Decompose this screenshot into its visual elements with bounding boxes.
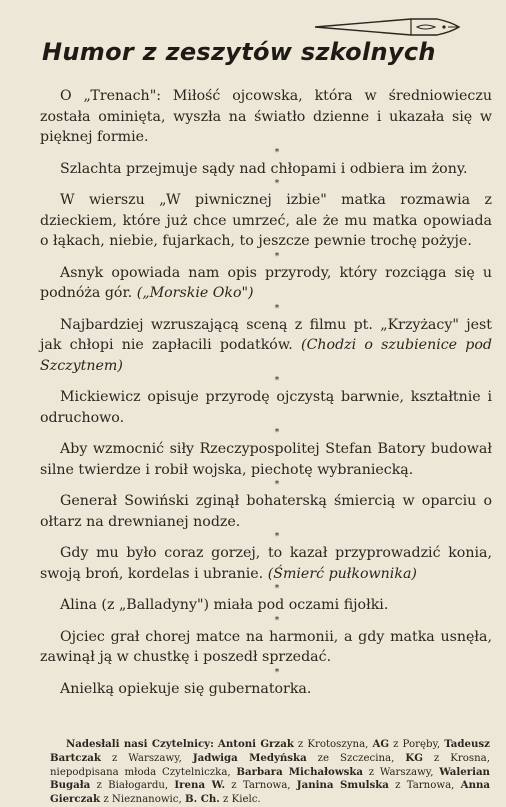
humor-entry <box>40 387 492 428</box>
credit-name: Jadwiga Medyńska <box>192 751 307 764</box>
humor-entry <box>40 627 492 668</box>
credit-name: B. Ch. <box>185 793 220 806</box>
separator-star: * <box>274 584 280 594</box>
credit-name: Anna Gierczak <box>50 779 490 806</box>
credit-origin: z Nieznanowic, <box>103 794 182 806</box>
credit-name: Walerian Bugała <box>50 765 490 792</box>
credit-name: Barbara Michałowska <box>236 765 363 778</box>
humor-entry <box>40 190 492 252</box>
reader-credits <box>50 738 490 807</box>
credit-origin: z Kielc. <box>223 794 261 806</box>
credit-origin: z Krosna, niepodpisana młoda Czytelniczka, <box>50 752 490 778</box>
credit-origin: z Poręby, <box>393 739 441 750</box>
credit-origin: z Tarnowa, <box>395 780 455 792</box>
separator-star: * <box>274 376 280 386</box>
credit-name: KG <box>405 751 423 764</box>
entry-text: Aby wzmocnić siły Rzeczypospolitej Stefan Batory budował silne twierdze i robił wojska, piechotę wybraniecką. <box>40 441 492 478</box>
entry-text: Anielką opiekuje się gubernatorka. <box>60 680 312 697</box>
article-title: Humor z zeszytów szkolnych <box>42 38 436 66</box>
credit-name: Tadeusz Bartczak <box>50 738 490 764</box>
entry-text: O „Trenach": Miłość ojcowska, która w średniowieczu została ominięta, wyszła na światło dzienne i ukazała się w pięknej formie. <box>40 88 492 145</box>
entry-text: Generał Sowiński zginął bohaterską śmiercią w oparciu o ołtarz na drewnianej nodze. <box>40 493 492 530</box>
separator-star: * <box>274 532 280 542</box>
credit-origin: z Warszawy, <box>111 752 182 764</box>
credit-origin: z Warszawy, <box>368 766 434 778</box>
entry-text: Gdy mu było coraz gorzej, to kazał przyprowadzić konia, swoją broń, kordelas i ubranie. <box>40 545 492 582</box>
separator-star: * <box>274 179 280 189</box>
entry-text: Szlachta przejmuje sądy nad chłopami i odbiera im żony. <box>60 160 468 177</box>
entry-text: Najbardziej wzruszającą sceną z filmu pt. „Krzyżacy" jest jak chłopi nie zapłacili podatków. <box>40 316 492 353</box>
credit-name: Irena W. <box>174 779 225 792</box>
article-body <box>40 86 492 699</box>
credits-intro: Nadesłali nasi Czytelnicy: <box>66 738 214 750</box>
separator-star: * <box>274 147 280 158</box>
credit-name: Janina Smulska <box>296 779 389 792</box>
humor-entry <box>40 86 492 148</box>
entry-text: Mickiewicz opisuje przyrodę ojczystą barwnie, kształtnie i odruchowo. <box>40 389 492 426</box>
credit-origin: ze Szczecina, <box>317 752 395 764</box>
separator-star: * <box>274 615 280 626</box>
entry-note: (Chodzi o szubienice pod Szczytnem) <box>40 337 492 374</box>
humor-entry <box>40 595 492 616</box>
credit-origin: z Białogardu, <box>96 780 169 792</box>
humor-entry <box>40 263 492 304</box>
separator-star: * <box>274 480 280 490</box>
humor-entry <box>40 679 492 700</box>
separator-star: * <box>274 667 280 678</box>
credit-origin: z Tarnowa, <box>231 780 291 792</box>
entry-note: (Śmierć pułkownika) <box>267 565 417 582</box>
credit-name: Antoni Grzak <box>217 738 294 750</box>
humor-entry <box>40 439 492 480</box>
entry-note: („Morskie Oko") <box>136 285 254 301</box>
entry-text: Asnyk opowiada nam opis przyrody, który rozciąga się u podnóża gór. <box>40 264 492 301</box>
entry-text: Ojciec grał chorej matce na harmonii, a gdy matka usnęła, zawinął ją w chustkę i poszedł sprzedać. <box>40 628 492 665</box>
credit-origin: z Krotoszyna, <box>297 739 369 750</box>
fountain-pen-icon <box>313 14 461 40</box>
separator-star: * <box>274 251 280 262</box>
credit-name: AG <box>372 738 390 750</box>
humor-entry <box>40 159 492 180</box>
humor-entry <box>40 491 492 532</box>
humor-entry <box>40 543 492 584</box>
separator-star: * <box>274 428 280 438</box>
entry-text: W wierszu „W piwnicznej izbie" matka rozmawia z dzieckiem, które już chce umrzeć, ale że mu matka opowiada o łąkach, niebie, fujarkach, to jeszcze pewnie trochę pożyje. <box>40 192 492 249</box>
separator-star: * <box>274 303 280 314</box>
entry-text: Alina (z „Balladyny") miała pod oczami fijołki. <box>60 597 389 613</box>
humor-entry <box>40 315 492 377</box>
